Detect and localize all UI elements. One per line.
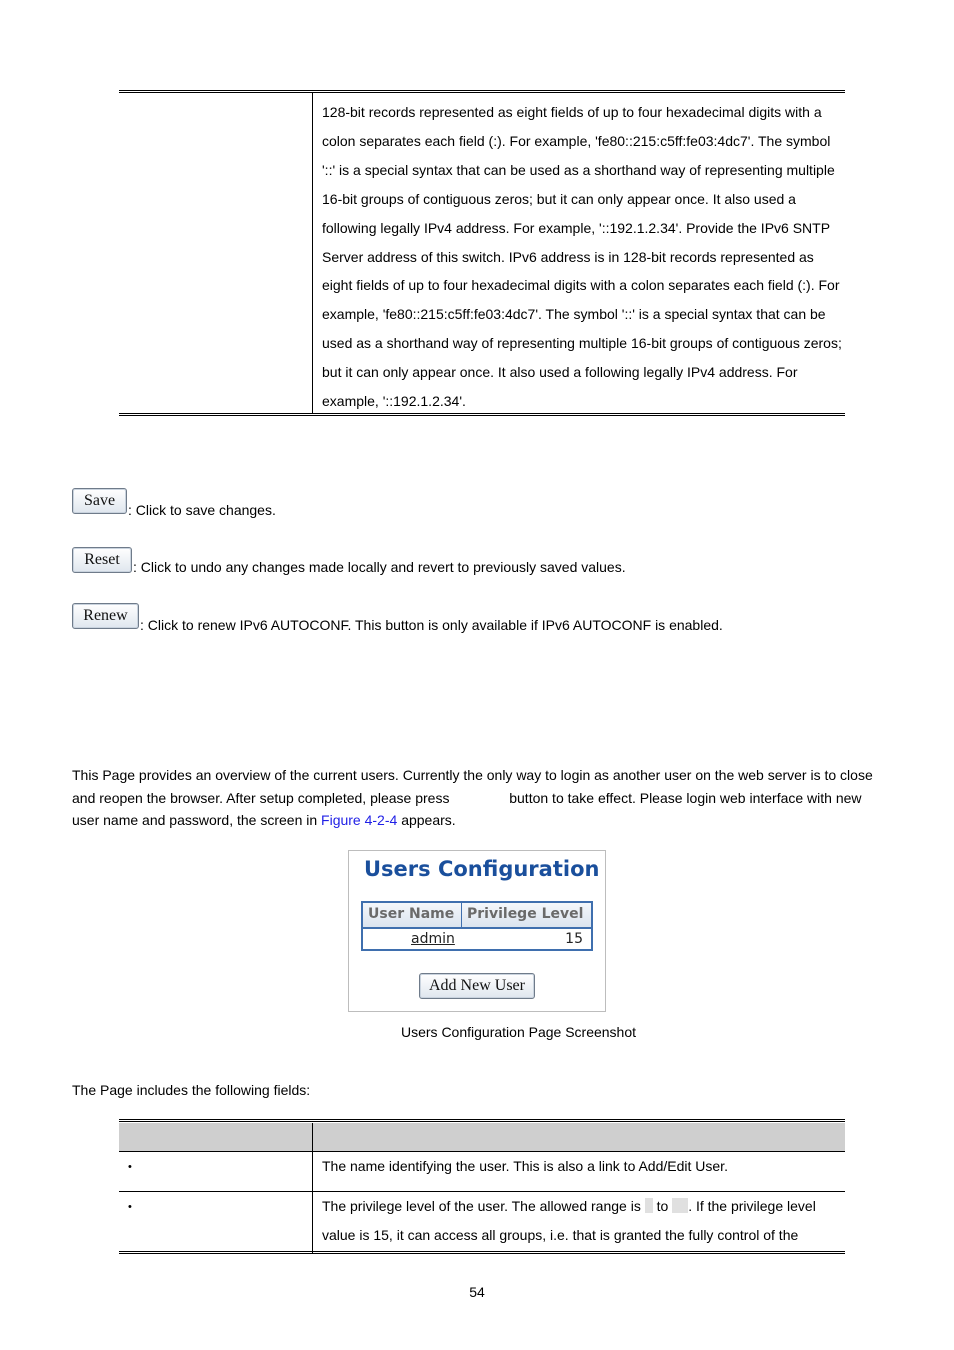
user-link-admin[interactable]: admin — [411, 931, 455, 947]
column-user-name: User Name — [368, 906, 455, 922]
users-table — [361, 901, 593, 951]
intro-paragraph — [72, 764, 892, 832]
reset-button[interactable]: Reset — [72, 547, 132, 573]
reset-description: : Click to undo any changes made locally and revert to previously saved values. — [133, 559, 626, 575]
figure-caption: Users Configuration Page Screenshot — [401, 1024, 637, 1040]
save-button[interactable]: Save — [72, 488, 127, 514]
column-privilege-level: Privilege Level — [467, 906, 584, 922]
renew-button[interactable]: Renew — [72, 603, 139, 629]
field-user-name-description: The name identifying the user. This is also a link to Add/Edit User. — [322, 1158, 728, 1174]
fields-table-header — [119, 1123, 845, 1152]
bullet-1: • — [128, 1161, 132, 1173]
fields-intro: The Page includes the following fields: — [72, 1082, 311, 1098]
description-table — [119, 90, 845, 416]
users-table-header — [363, 903, 591, 929]
privilege-text-a: The privilege level of the user. The allowed range is — [322, 1198, 641, 1214]
fields-table — [119, 1119, 845, 1254]
figure-link[interactable]: Figure 4-2-4 — [321, 812, 398, 828]
renew-description: : Click to renew IPv6 AUTOCONF. This button is only available if IPv6 AUTOCONF is enabled. — [140, 617, 723, 633]
column-divider — [312, 93, 313, 413]
range-max-placeholder — [672, 1198, 688, 1213]
privilege-text-b: to — [656, 1198, 669, 1214]
range-min-placeholder — [645, 1198, 653, 1213]
intro-text-2: button to take effect. Please login web interface with new user name and password, the screen in — [72, 789, 862, 828]
privilege-text-c: . If the privilege level value is 15, it can access all groups, i.e. that is granted the fully control of the — [322, 1198, 816, 1243]
screenshot-title: Users Configuration — [364, 857, 600, 881]
add-new-user-button[interactable]: Add New User — [419, 973, 535, 999]
page-number: 54 — [469, 1284, 485, 1300]
intro-text-3: appears. — [401, 812, 456, 828]
save-description: : Click to save changes. — [128, 502, 276, 518]
bullet-2: • — [128, 1201, 132, 1213]
ipv6-description: 128-bit records represented as eight fields of up to four hexadecimal digits with a colon separates each field (:). For example, 'fe80::215:c5ff:fe03:4dc7'. The symbol '::' is a special syntax that can be used as a shorthand way of representing multiple 16-bit groups of contiguous zeros; but it can only appear once. It also used a following legally IPv4 address. For example, '::192.1.2.34'. Provide the IPv6 SNTP Server address of this switch. IPv6 address is in 128-bit records represented as eight fields of up to four hexadecimal digits with a colon separates each field (:). For example, 'fe80::215:c5ff:fe03:4dc7'. The symbol '::' is a special syntax that can be used as a shorthand way of representing multiple 16-bit groups of contiguous zeros; but it can only appear once. It also used a following legally IPv4 address. For example, '::192.1.2.34'. — [322, 104, 842, 410]
users-config-screenshot — [348, 850, 606, 1012]
privilege-level-value: 15 — [565, 931, 583, 947]
field-privilege-description — [322, 1192, 837, 1250]
intro-text-1: This Page provides an overview of the current users. Currently the only way to login as another user on the web server is to close and reopen the browser. After setup completed, please press — [72, 767, 873, 806]
